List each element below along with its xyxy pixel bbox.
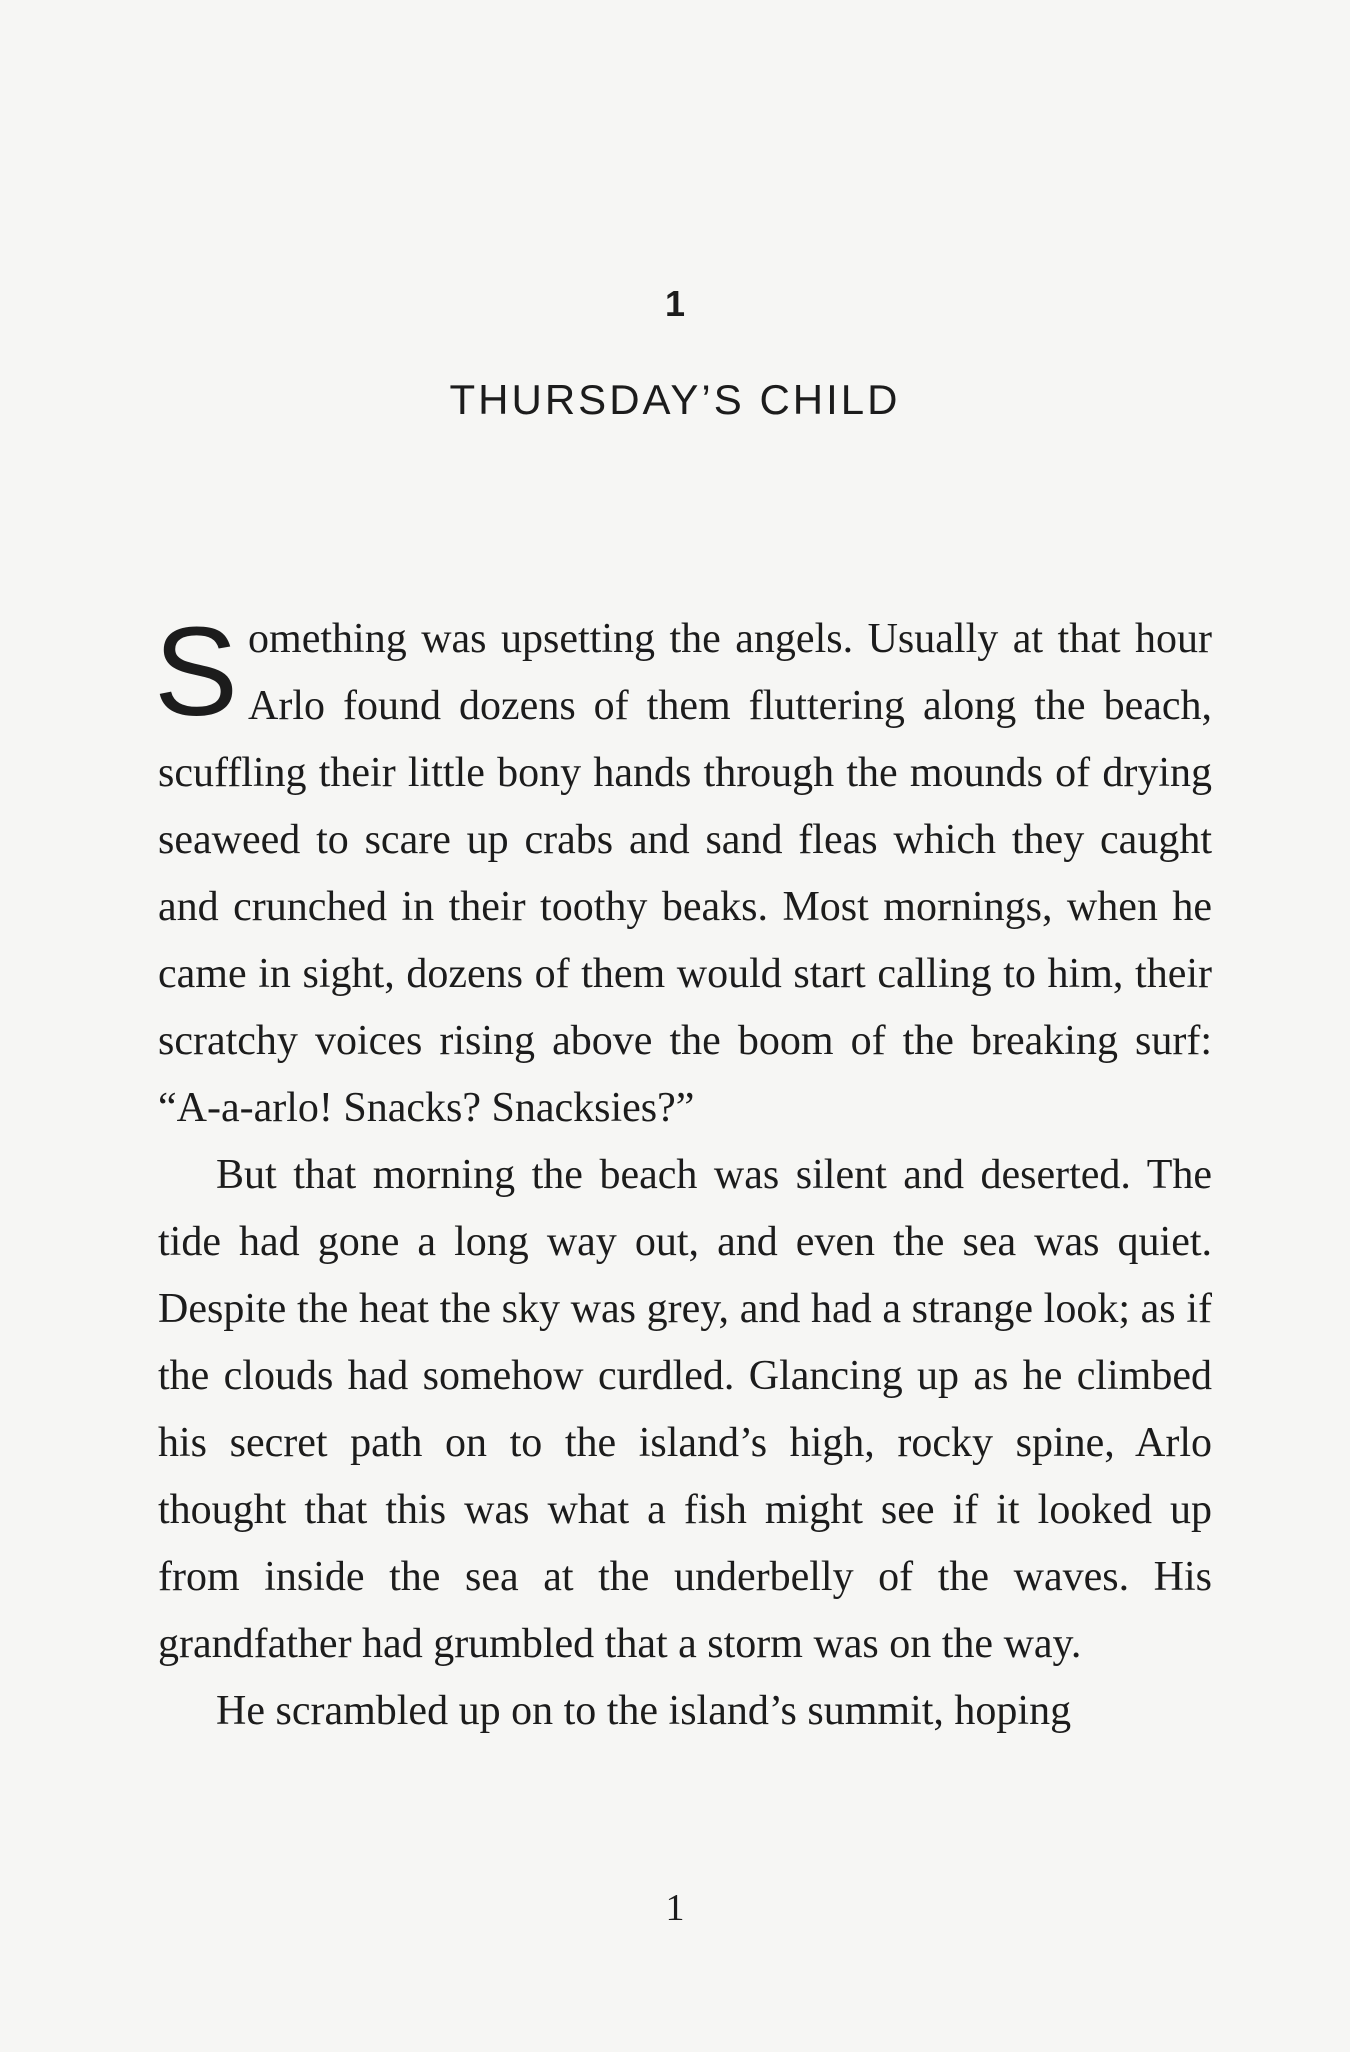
paragraph-1 <box>154 601 1212 1142</box>
page-number: 1 <box>665 1887 685 1929</box>
drop-cap: S <box>154 601 239 742</box>
paragraph-1-text: omething was upsetting the angels. Usually at that hour Arlo found dozens of them fluttering along the beach, scuffling their little bony hands through the mounds of drying seaweed to scare up crabs and sand fleas which they caught and crunched in their toothy beaks. Most mornings, when he came in sight, dozens of them would start calling to him, their scratchy voices rising above the boom of the breaking surf: “A-a-arlo! Snacks? Snacksies?” <box>158 616 1212 1131</box>
chapter-body <box>154 601 1212 1745</box>
chapter-title: THURSDAY’S CHILD <box>449 376 901 423</box>
paragraph-3: He scrambled up on to the island’s summit, hoping <box>216 1688 1072 1734</box>
paragraph-2: But that morning the beach was silent and deserted. The tide had gone a long way out, and even the sea was quiet. Despite the heat the sky was grey, and had a strange look; as if the clouds had somehow curdled. Glancing up as he climbed his secret path on to the island’s high, rocky spine, Arlo thought that this was what a fish might see if it looked up from inside the sea at the underbelly of the waves. His grandfather had grumbled that a storm was on the way. <box>158 1152 1212 1667</box>
chapter-number: 1 <box>664 283 686 324</box>
